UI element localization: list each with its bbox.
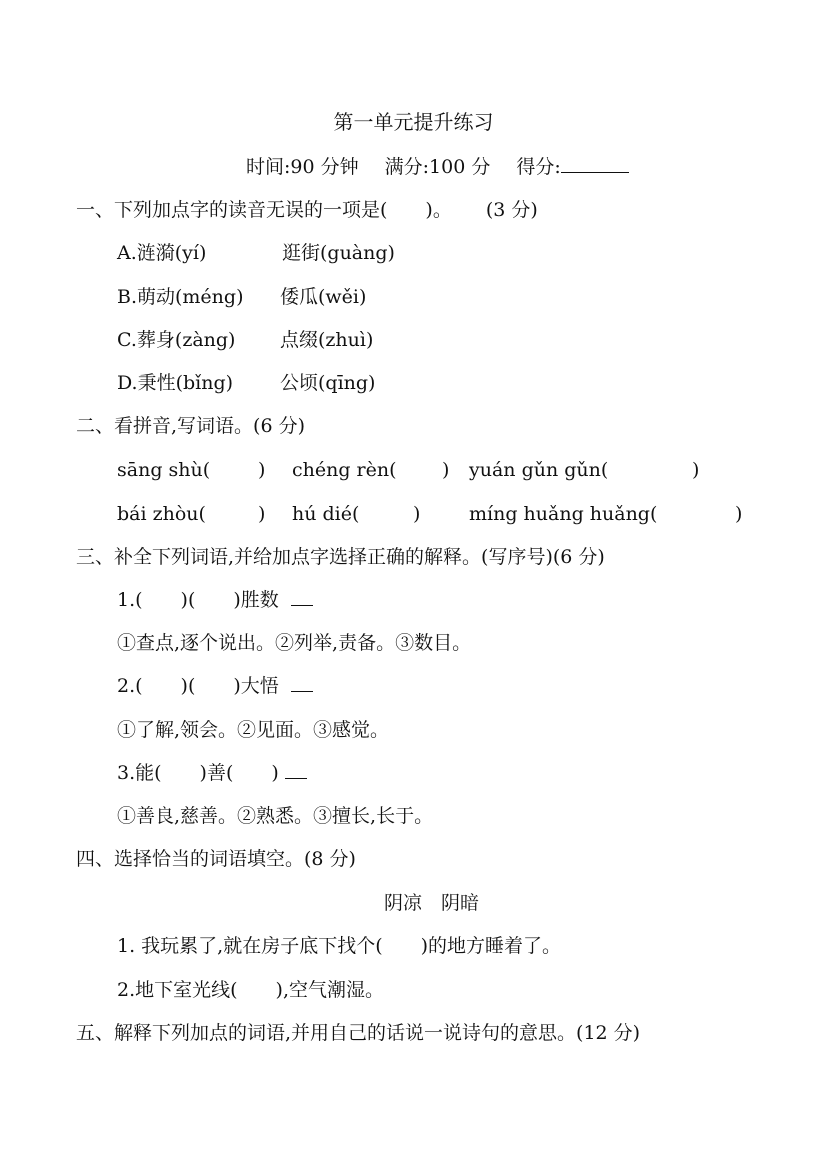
pinyin-5-close: ) (413, 503, 421, 525)
q3-item-1 (117, 588, 313, 612)
q3-item-2-blank[interactable] (291, 675, 313, 692)
q1-option-d-word2: 公顷(qīng) (280, 372, 376, 394)
pinyin-4-open: bái zhòu( (117, 503, 206, 525)
q3-item-2-word: 2.( )( )大悟 (117, 675, 279, 697)
q4-sentence-2: 2.地下室光线( ),空气潮湿。 (117, 979, 384, 1001)
q1-option-c-word2: 点缀(zhuì) (280, 329, 374, 351)
full-score: 满分:100 分 (384, 156, 491, 178)
question-1-text: 一、下列加点字的读音无误的一项是( )。 (76, 199, 452, 221)
q3-item-3-word: 3.能( )善( ) (117, 762, 279, 784)
q1-option-a[interactable] (117, 241, 206, 265)
page-title: 第一单元提升练习 (333, 110, 494, 134)
question-1-heading (76, 198, 538, 222)
pinyin-1-open: sāng shù( (117, 459, 211, 481)
time-limit: 时间:90 分钟 (246, 156, 359, 178)
question-5-heading: 五、解释下列加点的词语,并用自己的话说一说诗句的意思。(12 分) (76, 1022, 641, 1044)
word-choices: 阴凉 阴暗 (384, 892, 480, 914)
q1-option-b[interactable] (117, 285, 244, 309)
q3-item-1-blank[interactable] (291, 589, 313, 606)
q1-option-a-word2: 逛街(guàng) (282, 242, 395, 264)
pinyin-2-close: ) (442, 459, 450, 481)
pinyin-6-close: ) (735, 503, 743, 525)
option-text: B.萌动(méng) (117, 286, 244, 308)
q1-option-c[interactable] (117, 328, 235, 352)
exam-meta (246, 155, 629, 179)
q3-item-1-word: 1.( )( )胜数 (117, 589, 279, 611)
question-2-heading: 二、看拼音,写词语。(6 分) (76, 415, 305, 437)
option-text: A.涟漪(yí) (117, 242, 207, 264)
pinyin-3-open: yuán gǔn gǔn( (469, 459, 609, 481)
q1-option-d[interactable] (117, 371, 233, 395)
question-4-heading: 四、选择恰当的词语填空。(8 分) (76, 848, 356, 870)
pinyin-2-open: chéng rèn( (292, 459, 397, 481)
q3-item-2-explanations: ①了解,领会。②见面。③感觉。 (117, 719, 390, 741)
pinyin-4-close: ) (258, 503, 266, 525)
question-3-heading: 三、补全下列词语,并给加点字选择正确的解释。(写序号)(6 分) (76, 546, 605, 568)
pinyin-3-close: ) (692, 459, 700, 481)
pinyin-1-close: ) (258, 459, 266, 481)
q4-sentence-1: 1. 我玩累了,就在房子底下找个( )的地方睡着了。 (117, 935, 562, 957)
option-text: D.秉性(bǐng) (117, 372, 234, 394)
q3-item-1-explanations: ①查点,逐个说出。②列举,责备。③数目。 (117, 632, 472, 654)
q3-item-3-explanations: ①善良,慈善。②熟悉。③擅长,长于。 (117, 805, 434, 827)
option-text: C.葬身(zàng) (117, 329, 236, 351)
question-1-points: (3 分) (485, 199, 538, 221)
score-blank[interactable] (561, 156, 629, 173)
score-label: 得分: (516, 156, 561, 178)
q3-item-3-blank[interactable] (285, 762, 307, 779)
q3-item-3 (117, 761, 307, 785)
q1-option-b-word2: 倭瓜(wěi) (280, 286, 367, 308)
q3-item-2 (117, 674, 313, 698)
pinyin-6-open: míng huǎng huǎng( (469, 503, 658, 525)
pinyin-5-open: hú dié( (292, 503, 360, 525)
